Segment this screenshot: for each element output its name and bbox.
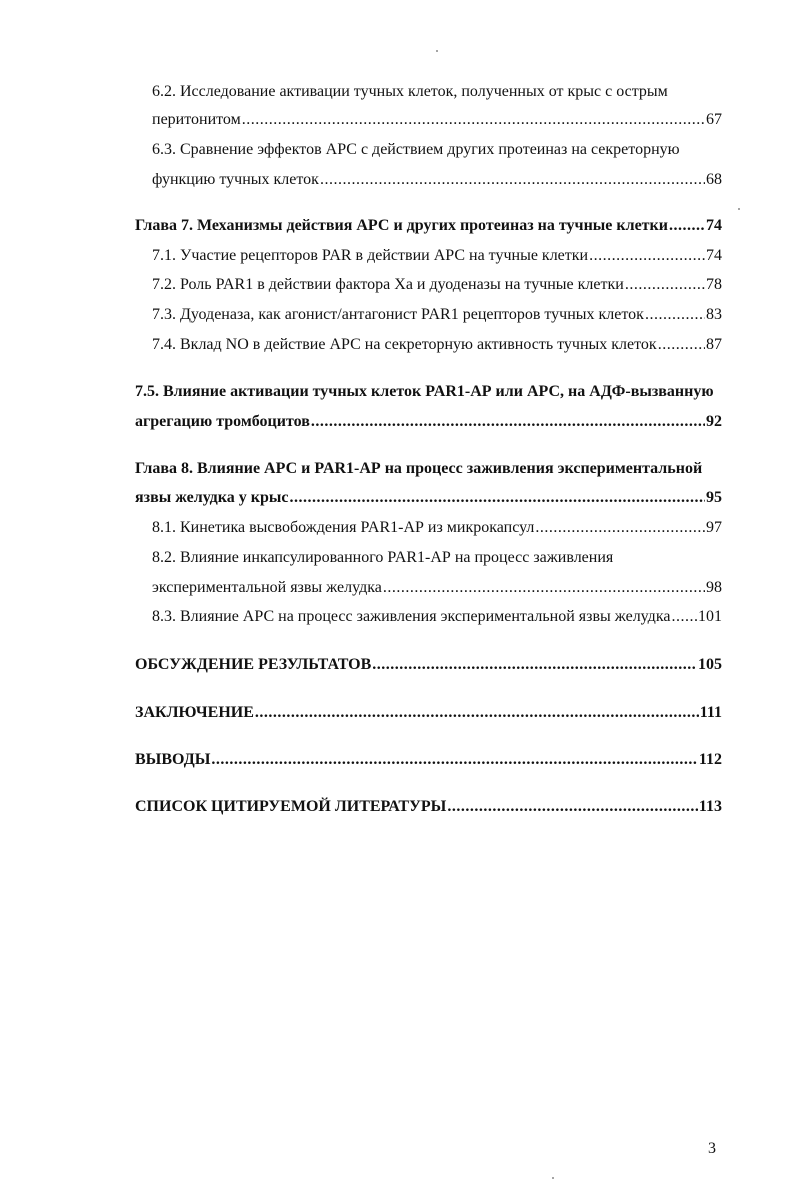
toc-7-4-title: 7.4. Вклад NO в действие АРС на секреторную активность тучных клеток xyxy=(152,336,657,353)
toc-entry-6-3[interactable] xyxy=(152,170,722,190)
toc-references-title: СПИСОК ЦИТИРУЕМОЙ ЛИТЕРАТУРЫ xyxy=(135,798,447,815)
toc-chapter-8-line2: язвы желудка у крыс xyxy=(135,489,289,506)
page-number: 3 xyxy=(708,1140,716,1157)
toc-entry-8-3[interactable] xyxy=(152,607,722,627)
toc-entry-8-2[interactable] xyxy=(152,578,722,598)
dot-leader xyxy=(535,518,705,538)
toc-chapter-7-page: 74 xyxy=(706,217,722,234)
toc-7-2-page: 78 xyxy=(706,276,722,293)
toc-entry-7-4[interactable] xyxy=(152,335,722,355)
toc-8-2-line1: 8.2. Влияние инкапсулированного PAR1-АР на процесс заживления xyxy=(152,549,614,566)
toc-references-page: 113 xyxy=(698,798,722,815)
toc-discussion-title: ОБСУЖДЕНИЕ РЕЗУЛЬТАТОВ xyxy=(135,656,372,673)
dot-leader xyxy=(320,170,705,190)
toc-7-5-line1: 7.5. Влияние активации тучных клеток PAR1-АР или АРС, на АДФ-вызванную xyxy=(135,383,714,400)
toc-8-2-page: 98 xyxy=(706,579,722,596)
dot-leader xyxy=(669,216,705,236)
toc-entry-6-2[interactable] xyxy=(152,110,722,130)
toc-entry-discussion[interactable] xyxy=(135,655,722,675)
toc-6-3-line2: функцию тучных клеток xyxy=(152,171,319,188)
toc-entry-7-2[interactable] xyxy=(152,275,722,295)
toc-6-2-line2: перитонитом xyxy=(152,111,241,128)
toc-entry-7-5[interactable] xyxy=(135,412,722,432)
toc-8-2-line2: экспериментальной язвы желудка xyxy=(152,579,382,596)
toc-chapter-8-line1: Глава 8. Влияние АРС и PAR1-АР на процесс заживления экспериментальной xyxy=(135,460,703,477)
dot-leader xyxy=(372,655,697,675)
toc-8-1-page: 97 xyxy=(706,519,722,536)
dot-leader xyxy=(589,246,705,266)
scan-speck xyxy=(436,50,438,52)
toc-6-3-line1: 6.3. Сравнение эффектов АРС с действием других протеиназ на секреторную xyxy=(152,141,680,158)
toc-entry-conclusion[interactable] xyxy=(135,703,722,723)
toc-conclusion-title: ЗАКЛЮЧЕНИЕ xyxy=(135,704,254,721)
toc-entry-references[interactable] xyxy=(135,797,722,817)
toc-8-3-title: 8.3. Влияние АРС на процесс заживления экспериментальной язвы желудка xyxy=(152,608,671,625)
scan-speck xyxy=(738,208,740,210)
dot-leader xyxy=(671,607,697,627)
toc-7-3-title: 7.3. Дуоденаза, как агонист/антагонист PAR1 рецепторов тучных клеток xyxy=(152,306,644,323)
dot-leader xyxy=(645,305,705,325)
dot-leader xyxy=(383,578,705,598)
toc-7-5-page: 92 xyxy=(706,413,722,430)
toc-7-2-title: 7.2. Роль PAR1 в действии фактора Xa и дуоденазы на тучные клетки xyxy=(152,276,624,293)
toc-findings-title: ВЫВОДЫ xyxy=(135,751,211,768)
dot-leader xyxy=(447,797,698,817)
dot-leader xyxy=(658,335,705,355)
toc-entry-chapter-7[interactable] xyxy=(135,216,722,236)
toc-7-1-page: 74 xyxy=(706,247,722,264)
toc-7-1-title: 7.1. Участие рецепторов PAR в действии АРС на тучные клетки xyxy=(152,247,589,264)
dot-leader xyxy=(289,488,705,508)
toc-conclusion-page: 111 xyxy=(699,704,722,721)
toc-8-1-title: 8.1. Кинетика высвобождения PAR1-АР из микрокапсул xyxy=(152,519,535,536)
dot-leader xyxy=(242,110,705,130)
scan-speck xyxy=(552,1177,554,1179)
toc-findings-page: 112 xyxy=(698,751,722,768)
toc-6-2-line1: 6.2. Исследование активации тучных клеток, полученных от крыс с острым xyxy=(152,83,668,100)
dot-leader xyxy=(255,703,699,723)
toc-entry-7-3[interactable] xyxy=(152,305,722,325)
toc-discussion-page: 105 xyxy=(698,656,722,673)
toc-6-2-page: 67 xyxy=(706,111,722,128)
toc-entry-findings[interactable] xyxy=(135,750,722,770)
toc-6-3-page: 68 xyxy=(706,171,722,188)
dot-leader xyxy=(211,750,697,770)
toc-entry-chapter-8[interactable] xyxy=(135,488,722,508)
toc-7-3-page: 83 xyxy=(706,306,722,323)
toc-chapter-8-page: 95 xyxy=(706,489,722,506)
toc-entry-7-1[interactable] xyxy=(152,246,722,266)
toc-7-4-page: 87 xyxy=(706,336,722,353)
toc-8-3-page: 101 xyxy=(698,608,722,625)
dot-leader xyxy=(625,275,705,295)
toc-7-5-line2: агрегацию тромбоцитов xyxy=(135,413,310,430)
toc-chapter-7-title: Глава 7. Механизмы действия АРС и других протеиназ на тучные клетки xyxy=(135,217,668,234)
toc-entry-8-1[interactable] xyxy=(152,518,722,538)
dot-leader xyxy=(311,412,705,432)
